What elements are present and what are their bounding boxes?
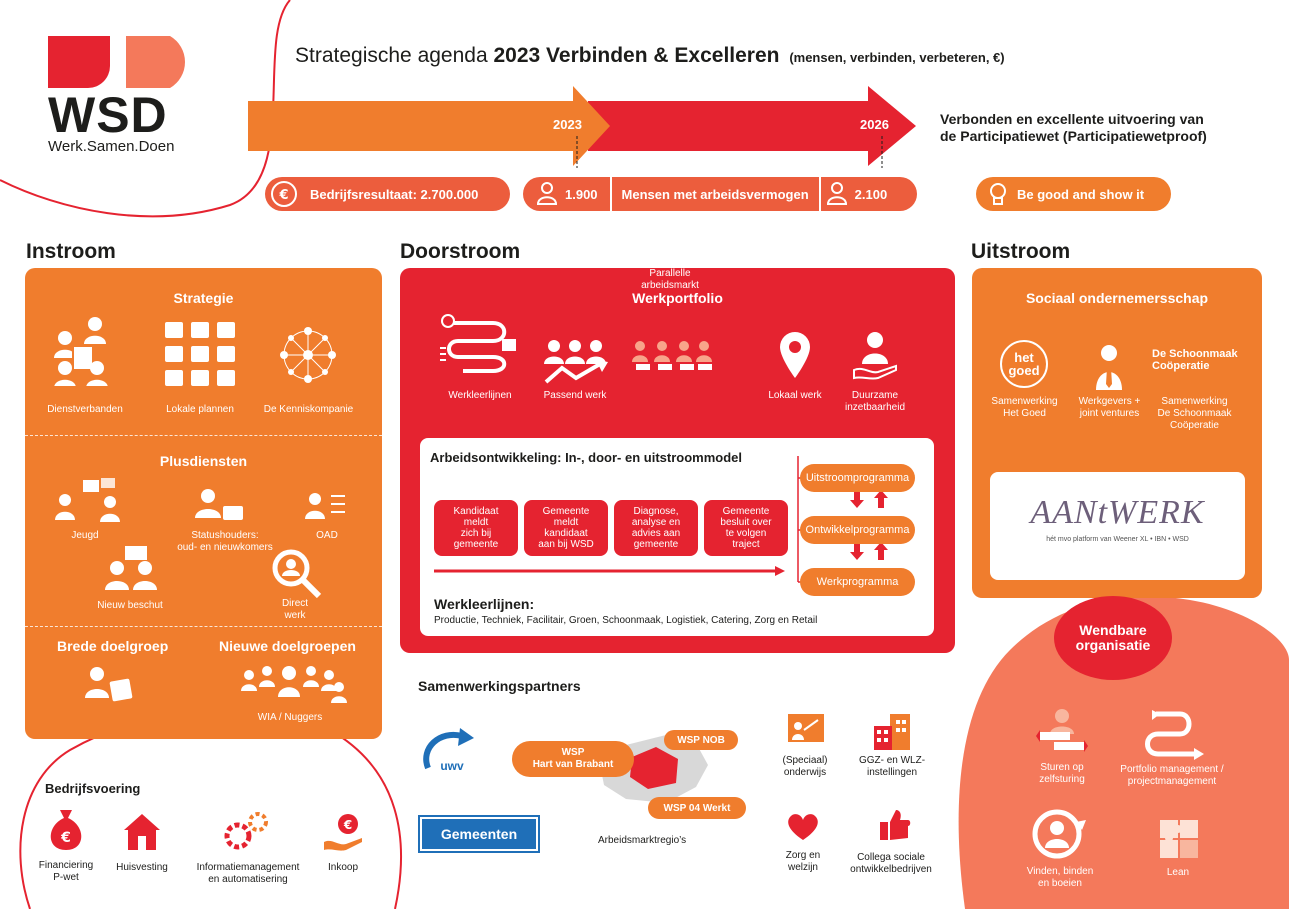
bedrijfsvoering-item-2: Informatiemanagement en automatisering [196,862,300,885]
title-suffix: (mensen, verbinden, verbeteren, €) [789,50,1005,65]
brede-doelgroep-icon [83,666,139,706]
schoonmaak-logo [1152,348,1238,372]
recruit-icon [1026,808,1088,864]
uitstroom-panel [972,268,1262,598]
schoonmaak-logo-line2: Coöperatie [1152,360,1210,372]
parallel-labor-icon [632,340,712,376]
person-icon [531,177,565,211]
portfolio-item-2: Parallelle arbeidsmarkt [641,268,699,291]
count-start: 1.900 [565,186,598,202]
svg-text:€: € [61,830,71,846]
person-icon [821,177,855,211]
plus-item-statushouders: Statushouders: oud- en nieuwkomers [177,530,273,553]
count-end: 2.100 [854,186,888,202]
goal-text [940,111,1207,145]
partner-ggz: GGZ- en WLZ- instellingen [858,755,926,778]
wsp-04-werkt: WSP 04 Werkt [648,797,746,819]
plus-item-jeugd: Jeugd [71,530,99,541]
heart-icon [786,812,820,842]
model-step-1: Gemeente meldt kandidaat aan bij WSD [524,500,608,556]
bedrijfsvoering-item-0: Financiering P-wet [38,860,94,883]
timeline-arrow [248,84,918,168]
strategie-item-0: Dienstverbanden [47,404,123,415]
brede-doelgroep-title: Brede doelgroep [57,638,169,654]
euro-icon [268,177,302,211]
location-pin-icon [778,330,812,380]
model-title: Arbeidsontwikkeling: In-, door- en uitstroommodel [430,450,743,465]
portfolio-item-1: Passend werk [543,390,607,401]
ontwikkelprogramma: Ontwikkelprogramma [800,516,915,544]
education-icon [786,712,826,752]
wendbaar-item-3: Lean [1166,867,1190,878]
nieuwe-doelgroepen-title: Nieuwe doelgroepen [219,638,356,654]
wsp-nob: WSP NOB [664,730,738,750]
be-good-label: Be good and show it [1017,186,1145,202]
puzzle-icon [1158,818,1200,860]
mensen-pill [523,177,917,211]
building-icon [872,712,912,752]
uitstroom-item-2: Samenwerking De Schoonmaak Coöperatie [1157,396,1232,431]
strategie-item-1: Lokale plannen [166,404,234,415]
logo-mark-icon [48,36,188,88]
strategie-title: Strategie [173,290,234,306]
wendbaar-item-2: Vinden, binden en boeien [1026,866,1094,889]
model-step-3: Gemeente besluit over te volgen traject [704,500,788,556]
year-start: 2023 [553,117,582,132]
schoonmaak-logo-line1: De Schoonmaak [1152,348,1238,360]
employer-icon [1094,344,1124,392]
uitstroomprogramma: Uitstroomprogramma [800,464,915,492]
portfolio-management-icon [1140,710,1204,760]
bedrijfsresultaat-label: Bedrijfsresultaat: 2.700.000 [310,186,479,202]
lightbulb-icon [981,177,1015,211]
passend-werk-icon [542,338,612,386]
sustainable-icon [852,330,898,380]
instroom-heading: Instroom [26,240,116,263]
uitstroom-heading: Uitstroom [971,240,1071,263]
partner-onderwijs: (Speciaal) onderwijs [782,755,828,778]
wendbaar-item-0: Sturen op zelfsturing [1039,762,1085,785]
wendbaar-item-1: Portfolio management / projectmanagement [1120,764,1224,787]
youth-icon [55,478,125,526]
bedrijfsvoering-item-3: Inkoop [327,862,359,873]
page-title [295,44,1005,68]
divider [25,435,382,436]
aantwerk-card [990,472,1245,580]
werkleerlijnen-title: Werkleerlijnen: [434,596,535,612]
plusdiensten-title: Plusdiensten [159,453,248,469]
uwv-logo [420,728,480,778]
samenwerking-title: Samenwerkingspartners [418,678,581,694]
goal-line-1: Verbonden en excellente uitvoering van [940,111,1204,127]
logo-letters: WSD [48,87,168,143]
svg-text:€: € [343,818,353,832]
group-icon [239,663,349,705]
portfolio-item-0: Werkleerlijnen [448,390,512,401]
nieuw-beschut-icon [105,546,175,596]
partner-collega: Collega sociale ontwikkelbedrijven [850,852,932,875]
werkleerlijnen-list: Productie, Techniek, Facilitair, Groen, Schoonmaak, Logistiek, Catering, Zorg en Retail [434,615,818,626]
uwv-text: uwv [440,759,464,773]
divider [25,626,382,627]
strategie-item-2: De Kenniskompanie [263,404,354,415]
werkprogramma: Werkprogramma [800,568,915,596]
nieuwe-doelgroep-item: WIA / Nuggers [257,712,323,723]
het-goed-logo: het goed [1000,340,1048,388]
oad-icon [305,491,349,527]
instroom-panel [25,268,382,739]
doorstroom-panel [400,268,955,653]
partner-zorg: Zorg en welzijn [785,850,821,873]
doorstroom-heading: Doorstroom [400,240,521,263]
werkportfolio-title: Werkportfolio [632,290,723,306]
svg-text:€: € [279,188,289,203]
gears-icon [222,810,272,852]
uitstroom-item-1: Werkgevers + joint ventures [1078,396,1141,419]
regio-label: Arbeidsmarktregio’s [598,835,687,846]
sociaal-title: Sociaal ondernemersschap [1025,290,1209,306]
portfolio-item-4: Duurzame inzetbaarheid [844,390,906,413]
bedrijfsvoering-title: Bedrijfsvoering [45,781,141,796]
plus-item-nieuw-beschut: Nieuw beschut [97,600,163,611]
aantwerk-tagline: hét mvo platform van Weener XL • IBN • WSD [1046,536,1189,543]
model-box [420,438,934,636]
title-bold: 2023 Verbinden & Excelleren [493,44,780,67]
bedrijfsvoering-item-1: Huisvesting [116,862,168,873]
house-icon [122,812,162,852]
gemeenten-logo: Gemeenten [420,817,538,851]
wsd-logo [48,36,188,156]
logo-tagline: Werk.Samen.Doen [48,138,175,155]
magnifier-icon [271,548,323,598]
be-good-pill [976,177,1171,211]
plus-item-oad: OAD [316,530,338,541]
plus-item-direct-werk: Direct werk [281,598,309,621]
uitstroom-item-0: Samenwerking Het Goed [991,396,1058,419]
statushouders-icon [193,488,263,528]
portfolio-item-3: Lokaal werk [768,390,822,401]
year-end: 2026 [860,117,889,132]
model-step-2: Diagnose, analyse en advies aan gemeente [614,500,698,556]
aantwerk-logo: AANtWERK [1030,494,1205,531]
purchase-icon [322,812,364,852]
self-steering-icon [1036,708,1088,758]
mensen-label: Mensen met arbeidsvermogen [621,186,809,202]
books-icon [163,320,238,390]
goal-line-2: de Participatiewet (Participatiewetproof) [940,128,1207,144]
bedrijfsresultaat-pill [265,177,510,211]
thumbs-up-icon [878,808,912,842]
people-icon [53,316,123,386]
money-bag-icon [46,808,86,852]
wsp-hart-van-brabant: WSP Hart van Brabant [512,741,634,777]
wendbaar-title: Wendbare organisatie [1054,596,1172,680]
network-icon [271,320,346,390]
werkleerlijnen-icon [438,313,518,378]
title-prefix: Strategische agenda [295,44,494,67]
model-step-0: Kandidaat meldt zich bij gemeente [434,500,518,556]
